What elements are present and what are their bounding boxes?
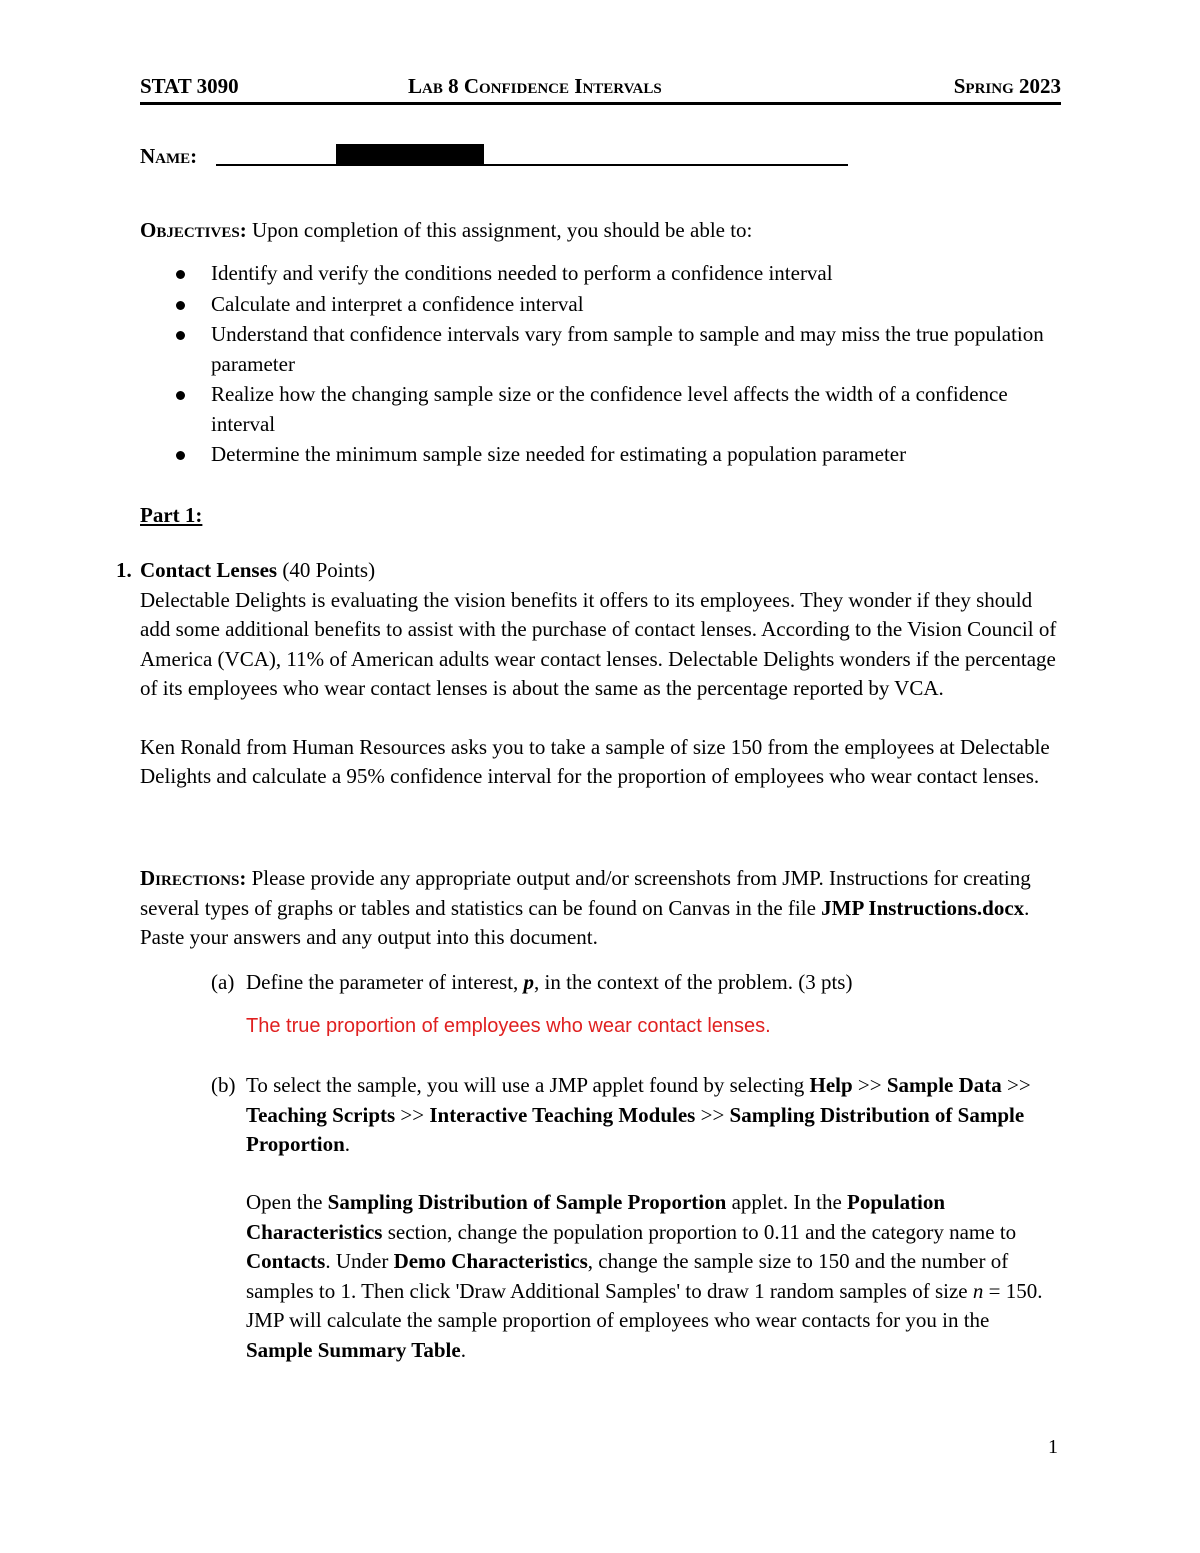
directions [140, 864, 1050, 953]
p2-text: = 150. JMP will calculate the sample proportion of employees who wear contacts for you in the [246, 1278, 1043, 1332]
objectives-intro-text: Upon completion of this assignment, you should be able to: [251, 218, 753, 242]
question-points: (40 Points) [282, 558, 376, 582]
p2-sample-summary-table: Sample Summary Table [246, 1337, 461, 1362]
p2-text: applet. In the [731, 1190, 842, 1214]
menu-sampling-distribution: Sampling Distribution of Sample Proportion [246, 1102, 1025, 1156]
name-label: Name: [140, 144, 198, 168]
part-a-question [246, 968, 1061, 998]
directions-text: Please provide any appropriate output and/or screenshots from JMP. Instructions for creating several types of graphs or tables and statistics can be found on Canvas in the file [140, 866, 1031, 920]
part-a-text: Define the parameter of interest, [246, 970, 519, 994]
objective-item: Identify and verify the conditions needed to perform a confidence interval [140, 259, 1060, 289]
directions-text-end: . Paste your answers and any output into this document. [140, 895, 1030, 949]
directions-file: JMP Instructions.docx [821, 895, 1025, 920]
question-1 [140, 556, 1065, 792]
menu-teaching-scripts: Teaching Scripts [246, 1102, 396, 1127]
part-a-param: p [523, 970, 535, 994]
part-a-label: (a) [211, 970, 235, 994]
p2-contacts: Contacts [246, 1249, 326, 1273]
part-b-text-end: . [344, 1132, 351, 1156]
p2-text: section, change the population proportion to 0.11 and the category name to [387, 1219, 1017, 1244]
p2-text: . Under [325, 1249, 389, 1273]
menu-separator: >> [400, 1102, 425, 1127]
p2-applet-name: Sampling Distribution of Sample Proportion [327, 1190, 727, 1214]
question-paragraph-1: Delectable Delights is evaluating the vision benefits it offers to its employees. They wonder if they should add some additional benefits to assist with the purchase of contact lenses. According to the Vision Council of America (VCA), 11% of American adults wear contact lenses. Delectable Delights wonders if the percentage of its employees who wear contact lenses is about the same as the percentage reported by VCA. [140, 587, 1057, 700]
menu-sample-data: Sample Data [886, 1073, 1002, 1097]
p2-text-end: . [460, 1337, 466, 1362]
p2-population-characteristics: Population Characteristics [246, 1190, 946, 1244]
menu-separator: >> [857, 1073, 882, 1097]
objectives-label: Objectives: [140, 218, 247, 242]
name-redaction [336, 144, 484, 164]
term: Spring 2023 [953, 74, 1061, 98]
objective-item: Calculate and interpret a confidence interval [140, 290, 1060, 320]
objectives-intro [140, 216, 1060, 246]
question-paragraph-2: Ken Ronald from Human Resources asks you to take a sample of size 150 from the employees at Delectable Delights and calculate a 95% confidence interval for the proportion of employees who wear contact lenses. [140, 734, 1050, 788]
menu-interactive-teaching-modules: Interactive Teaching Modules [429, 1102, 696, 1127]
p2-text: , change the sample size to 150 and the number of samples to 1. Then click 'Draw Additional Samples' to draw 1 random samples of size [246, 1249, 1009, 1303]
question-number: 1. [116, 558, 132, 582]
question-title: Contact Lenses [140, 558, 278, 582]
menu-separator: >> [1007, 1073, 1031, 1097]
directions-label: Directions: [140, 866, 247, 890]
objective-item: Understand that confidence intervals vary from sample to sample and may miss the true population parameter [140, 320, 1060, 379]
menu-help: Help [809, 1073, 853, 1097]
p2-text: Open the [246, 1190, 323, 1214]
menu-separator: >> [700, 1102, 725, 1127]
objectives-list [140, 259, 1060, 471]
part1-title: Part 1: [140, 503, 203, 527]
name-underline [216, 164, 848, 166]
name-field-row [140, 144, 740, 170]
part-b-text: To select the sample, you will use a JMP applet found by selecting [246, 1073, 805, 1097]
part-b-label: (b) [211, 1073, 236, 1097]
lab-title: Lab 8 Confidence Intervals [408, 74, 662, 98]
part-a-text-end: , in the context of the problem. (3 pts) [534, 970, 853, 994]
part-a-answer: The true proportion of employees who wear contact lenses. [246, 1015, 771, 1037]
objective-item: Realize how the changing sample size or the confidence level affects the width of a confidence interval [140, 380, 1060, 439]
page-number: 1 [1048, 1436, 1058, 1458]
part-b-paragraph-2 [246, 1188, 1056, 1365]
objective-item: Determine the minimum sample size needed for estimating a population parameter [140, 440, 1060, 470]
course-code: STAT 3090 [140, 74, 239, 98]
page-header [140, 72, 1061, 105]
p2-n-variable: n [972, 1278, 984, 1303]
part-b-paragraph-1 [246, 1071, 1051, 1160]
p2-demo-characteristics: Demo Characteristics [393, 1249, 588, 1273]
